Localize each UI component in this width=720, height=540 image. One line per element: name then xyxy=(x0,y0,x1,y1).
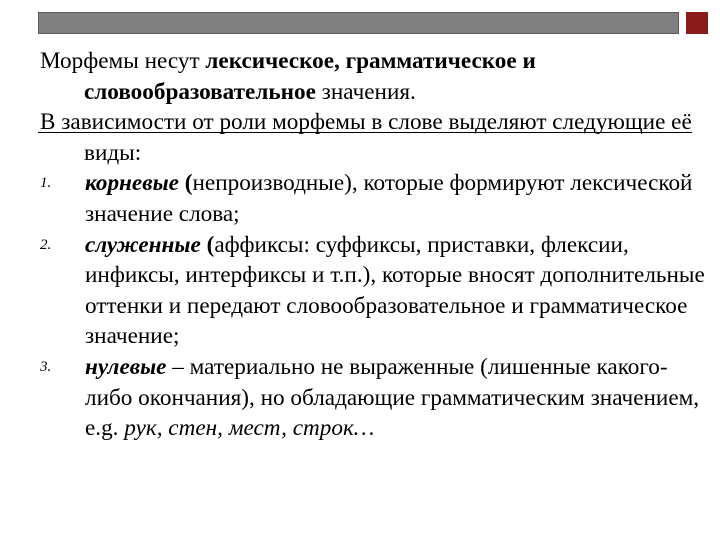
list-number: 3. xyxy=(40,358,52,375)
item-text: аффиксы: суффиксы, приставки, флексии, инфиксы, интерфиксы и т.п.), которые вносят дополнительные оттенки и передают словообразовательное и грамматическое значение; xyxy=(85,231,705,350)
intro-bold-terms: лексическое, грамматическое и словообразовательное xyxy=(84,48,536,105)
corner-square-decoration xyxy=(686,12,708,34)
term: нулевые xyxy=(85,353,167,380)
list-number: 2. xyxy=(40,236,52,253)
list-item xyxy=(40,168,705,229)
term: корневые xyxy=(85,170,179,197)
list-item xyxy=(40,230,705,352)
item-text: непроизводные), которые формируют лексической значение слова; xyxy=(85,170,693,227)
paren: ( xyxy=(200,231,215,258)
morpheme-types-list xyxy=(40,168,705,443)
intro-paragraph xyxy=(40,46,705,107)
slide-body xyxy=(40,46,705,444)
list-number: 1. xyxy=(40,175,52,192)
title-bar xyxy=(38,12,679,34)
paren: ( xyxy=(178,170,193,197)
list-item xyxy=(40,352,705,444)
lead-paragraph: В зависимости от роли морфемы в слове выделяют следующие её виды: xyxy=(40,109,692,166)
intro-text: Морфемы несут xyxy=(40,48,206,74)
item-text: – материально не выраженные (лишенные какого-либо окончания), но обладающие грамматическим значением, e.g. xyxy=(85,353,700,442)
term: служенные xyxy=(85,231,201,258)
intro-text-end: значения. xyxy=(315,78,416,105)
examples: рук, стен, мест, строк… xyxy=(124,415,375,442)
